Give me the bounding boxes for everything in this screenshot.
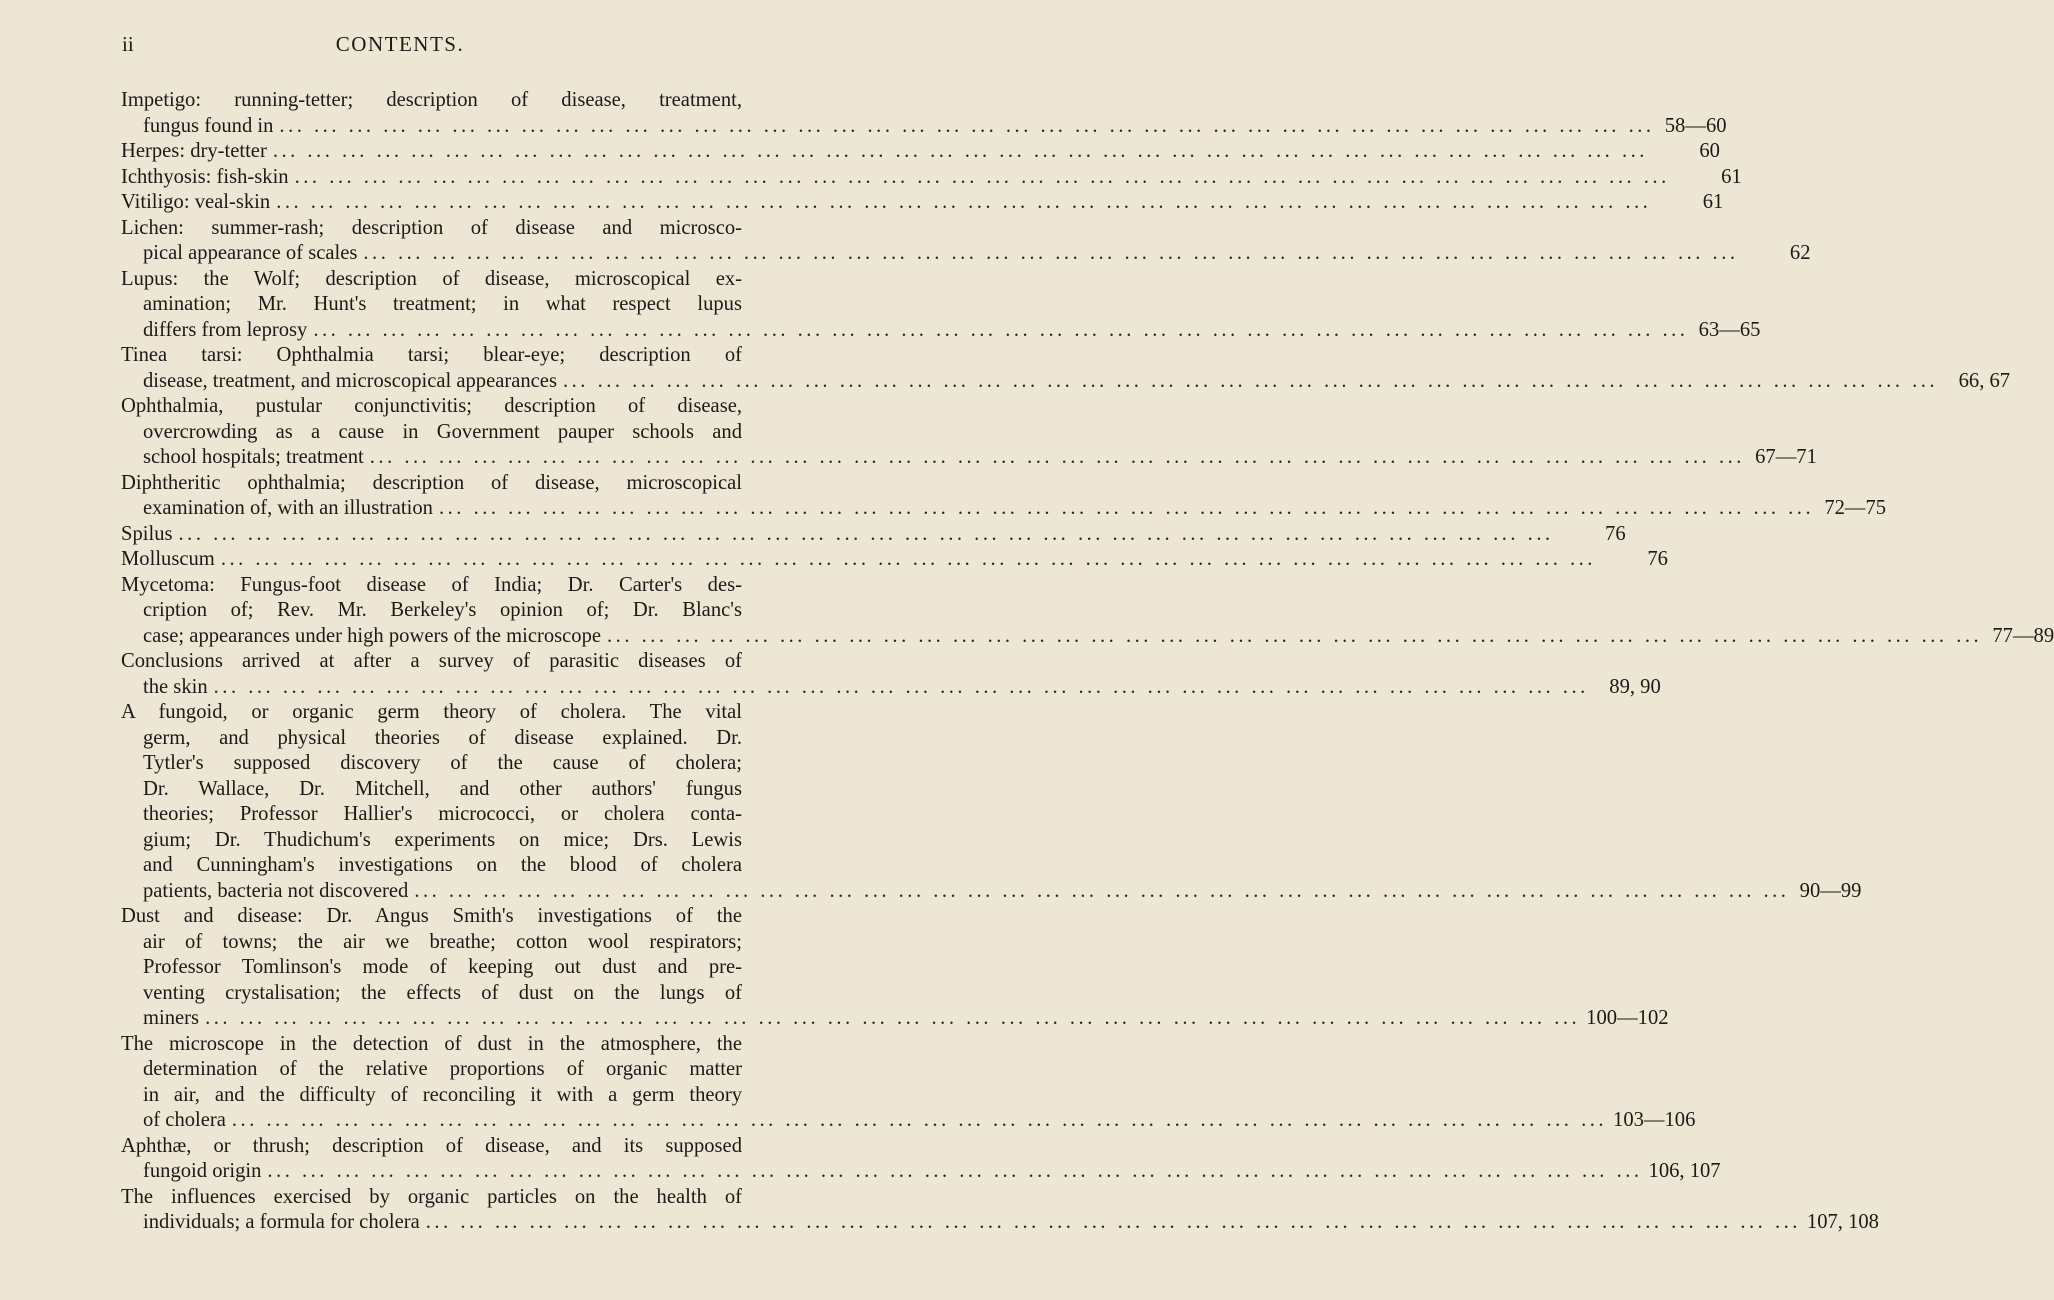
entry-text-line: The microscope in the detection of dust in the atmosphere, the bbox=[121, 1032, 742, 1055]
entry-text-line: disease, treatment, and microscopical appearances bbox=[143, 369, 557, 392]
running-head-title: CONTENTS. bbox=[335, 32, 465, 56]
page-reference: 61 bbox=[1721, 165, 1742, 188]
page-reference: 66, 67 bbox=[1958, 369, 2011, 392]
page-reference: 61 bbox=[1702, 191, 1724, 213]
entry-final-line bbox=[121, 522, 1626, 548]
dot-leader: ... ... ... ... ... ... ... ... ... ... ... ... ... ... ... ... ... ... ... ... ... ... ... ... ... ... ... ... ... ... ... ... ... ... ... ... ... ... ... ... bbox=[414, 879, 1790, 902]
entry-text-line: school hospitals; treatment bbox=[143, 446, 364, 468]
contents-entry bbox=[121, 649, 1661, 700]
entry-text-line: amination; Mr. Hunt's treatment; in what respect lupus bbox=[143, 293, 742, 315]
entry-text-line: determination of the relative proportions of organic matter bbox=[143, 1058, 742, 1080]
entry-text-line: case; appearances under high powers of the microscope bbox=[143, 624, 602, 647]
entry-final-line bbox=[121, 1210, 1879, 1236]
page-reference: 76 bbox=[1605, 522, 1626, 545]
entry-final-line bbox=[121, 241, 1811, 267]
entry-text-line: of cholera bbox=[143, 1109, 226, 1131]
contents-entry bbox=[121, 343, 2011, 394]
entry-final-line bbox=[121, 114, 1727, 140]
dot-leader: ... ... ... ... ... ... ... ... ... ... ... ... ... ... ... ... ... ... ... ... ... ... ... ... ... ... ... ... ... ... ... ... ... ... ... ... ... ... ... ... bbox=[178, 522, 1554, 545]
page-reference: 76 bbox=[1647, 548, 1668, 570]
page-reference: 62 bbox=[1789, 242, 1811, 264]
contents-entry bbox=[121, 165, 1742, 191]
entry-text-line: Mycetoma: Fungus-foot disease of India; Dr. Carter's des- bbox=[121, 573, 742, 596]
page-number: ii bbox=[122, 32, 134, 56]
entry-text-line: fungoid origin bbox=[143, 1160, 262, 1182]
page-reference: 107, 108 bbox=[1806, 1211, 1879, 1233]
dot-leader: ... ... ... ... ... ... ... ... ... ... ... ... ... ... ... ... ... ... ... ... ... ... ... ... ... ... ... ... ... ... ... ... ... ... ... ... ... ... ... ... bbox=[294, 165, 1670, 188]
dot-leader: ... ... ... ... ... ... ... ... ... ... ... ... ... ... ... ... ... ... ... ... ... ... ... ... ... ... ... ... ... ... ... ... ... ... ... ... ... ... ... ... bbox=[205, 1007, 1581, 1029]
page-reference: 100—102 bbox=[1586, 1007, 1669, 1029]
contents-entry bbox=[121, 904, 1669, 1032]
dot-leader: ... ... ... ... ... ... ... ... ... ... ... ... ... ... ... ... ... ... ... ... ... ... ... ... ... ... ... ... ... ... ... ... ... ... ... ... ... ... ... ... bbox=[267, 1160, 1643, 1182]
page-reference: 60 bbox=[1699, 140, 1720, 162]
entry-final-line bbox=[121, 190, 1724, 216]
contents-list bbox=[121, 88, 2054, 1236]
dot-leader: ... ... ... ... ... ... ... ... ... ... ... ... ... ... ... ... ... ... ... ... ... ... ... ... ... ... ... ... ... ... ... ... ... ... ... ... ... ... ... ... bbox=[279, 114, 1655, 137]
dot-leader: ... ... ... ... ... ... ... ... ... ... ... ... ... ... ... ... ... ... ... ... ... ... ... ... ... ... ... ... ... ... ... ... ... ... ... ... ... ... ... ... bbox=[276, 191, 1652, 213]
page-reference: 103—106 bbox=[1613, 1109, 1696, 1131]
page-reference: 67—71 bbox=[1755, 446, 1817, 468]
entry-text-line: Conclusions arrived at after a survey of parasitic diseases of bbox=[121, 650, 742, 672]
entry-text-line: patients, bacteria not discovered bbox=[143, 879, 409, 902]
entry-text-line: differs from leprosy bbox=[143, 318, 308, 341]
entry-final-line bbox=[121, 445, 1817, 471]
entry-text-line: Diphtheritic ophthalmia; description of disease, microscopical bbox=[121, 471, 742, 494]
contents-entry bbox=[121, 190, 1724, 216]
entry-text-line: Herpes: dry-tetter bbox=[121, 140, 267, 162]
dot-leader: ... ... ... ... ... ... ... ... ... ... ... ... ... ... ... ... ... ... ... ... ... ... ... ... ... ... ... ... ... ... ... ... ... ... ... ... ... ... ... ... bbox=[425, 1211, 1801, 1233]
dot-leader: ... ... ... ... ... ... ... ... ... ... ... ... ... ... ... ... ... ... ... ... ... ... ... ... ... ... ... ... ... ... ... ... ... ... ... ... ... ... ... ... bbox=[369, 446, 1745, 468]
dot-leader: ... ... ... ... ... ... ... ... ... ... ... ... ... ... ... ... ... ... ... ... ... ... ... ... ... ... ... ... ... ... ... ... ... ... ... ... ... ... ... ... bbox=[313, 318, 1689, 341]
entry-text-line: in air, and the difficulty of reconciling it with a germ theory bbox=[143, 1083, 742, 1106]
dot-leader: ... ... ... ... ... ... ... ... ... ... ... ... ... ... ... ... ... ... ... ... ... ... ... ... ... ... ... ... ... ... ... ... ... ... ... ... ... ... ... ... bbox=[438, 497, 1815, 519]
contents-entry bbox=[121, 700, 1862, 904]
contents-entry bbox=[121, 88, 1727, 139]
dot-leader: ... ... ... ... ... ... ... ... ... ... ... ... ... ... ... ... ... ... ... ... ... ... ... ... ... ... ... ... ... ... ... ... ... ... ... ... ... ... ... ... bbox=[562, 369, 1939, 392]
entry-text-line: Tytler's supposed discovery of the cause of cholera; bbox=[143, 752, 742, 774]
contents-entry bbox=[121, 267, 1761, 344]
entry-text-line: Dr. Wallace, Dr. Mitchell, and other authors' fungus bbox=[143, 777, 742, 800]
contents-entry bbox=[121, 1185, 1879, 1236]
entry-final-line bbox=[121, 1108, 1696, 1134]
entry-text-line: A fungoid, or organic germ theory of cholera. The vital bbox=[121, 701, 742, 723]
dot-leader: ... ... ... ... ... ... ... ... ... ... ... ... ... ... ... ... ... ... ... ... ... ... ... ... ... ... ... ... ... ... ... ... ... ... ... ... ... ... ... ... bbox=[607, 624, 1983, 647]
entry-text-line: venting crystalisation; the effects of dust on the lungs of bbox=[143, 981, 742, 1004]
entry-final-line bbox=[121, 547, 1668, 573]
entry-text-line: and Cunningham's investigations on the blood of cholera bbox=[143, 854, 742, 876]
entry-text-line: Lupus: the Wolf; description of disease, microscopical ex- bbox=[121, 267, 742, 290]
entry-final-line bbox=[121, 496, 1887, 522]
entry-text-line: Professor Tomlinson's mode of keeping out dust and pre- bbox=[143, 956, 742, 978]
contents-entry bbox=[121, 547, 1668, 573]
entry-text-line: examination of, with an illustration bbox=[143, 497, 433, 519]
entry-text-line: miners bbox=[143, 1007, 200, 1029]
page-reference: 89, 90 bbox=[1609, 675, 1661, 698]
entry-final-line bbox=[121, 1159, 1721, 1185]
entry-text-line: Impetigo: running-tetter; description of disease, treatment, bbox=[121, 89, 742, 111]
page-reference: 58—60 bbox=[1664, 114, 1727, 137]
entry-text-line: Dust and disease: Dr. Angus Smith's investigations of the bbox=[121, 905, 742, 927]
entry-text-line: pical appearance of scales bbox=[143, 242, 358, 264]
entry-text-line: Lichen: summer-rash; description of disease and microsco- bbox=[121, 216, 742, 239]
entry-final-line bbox=[121, 879, 1862, 905]
entry-text-line: Tinea tarsi: Ophthalmia tarsi; blear-eye; description of bbox=[121, 344, 742, 366]
entry-text-line: The influences exercised by organic particles on the health of bbox=[121, 1185, 742, 1208]
entry-final-line bbox=[121, 139, 1720, 165]
contents-entry bbox=[121, 522, 1626, 548]
page-reference: 63—65 bbox=[1698, 318, 1761, 341]
entry-text-line: Vitiligo: veal-skin bbox=[121, 191, 271, 213]
dot-leader: ... ... ... ... ... ... ... ... ... ... ... ... ... ... ... ... ... ... ... ... ... ... ... ... ... ... ... ... ... ... ... ... ... ... ... ... ... ... ... ... bbox=[231, 1109, 1608, 1131]
entry-final-line bbox=[121, 675, 1661, 701]
entry-text-line: germ, and physical theories of disease explained. Dr. bbox=[143, 726, 742, 749]
entry-final-line bbox=[121, 1006, 1669, 1032]
entry-text-line: cription of; Rev. Mr. Berkeley's opinion of; Dr. Blanc's bbox=[143, 599, 742, 621]
page-reference: 77—89 bbox=[1992, 624, 2054, 647]
entry-text-line: overcrowding as a cause in Government pauper schools and bbox=[143, 420, 742, 443]
contents-entry bbox=[121, 1134, 1721, 1185]
contents-entry bbox=[121, 139, 1720, 165]
contents-entry bbox=[121, 394, 1817, 471]
entry-text-line: theories; Professor Hallier's micrococci, or cholera conta- bbox=[143, 803, 742, 825]
entry-final-line bbox=[121, 369, 2011, 395]
entry-text-line: the skin bbox=[143, 675, 208, 698]
contents-entry bbox=[121, 471, 1887, 522]
entry-final-line bbox=[121, 165, 1742, 191]
dot-leader: ... ... ... ... ... ... ... ... ... ... ... ... ... ... ... ... ... ... ... ... ... ... ... ... ... ... ... ... ... ... ... ... ... ... ... ... ... ... ... ... bbox=[272, 140, 1648, 162]
page-reference: 106, 107 bbox=[1648, 1160, 1721, 1182]
page-reference: 90—99 bbox=[1799, 879, 1862, 902]
entry-text-line: Ichthyosis: fish-skin bbox=[121, 165, 289, 188]
contents-entry bbox=[121, 573, 2054, 650]
contents-entry bbox=[121, 216, 1811, 267]
entry-text-line: fungus found in bbox=[143, 114, 274, 137]
entry-text-line: Molluscum bbox=[121, 548, 215, 570]
entry-final-line bbox=[121, 318, 1761, 344]
contents-entry bbox=[121, 1032, 1696, 1134]
entry-text-line: Spilus bbox=[121, 522, 173, 545]
dot-leader: ... ... ... ... ... ... ... ... ... ... ... ... ... ... ... ... ... ... ... ... ... ... ... ... ... ... ... ... ... ... ... ... ... ... ... ... ... ... ... ... bbox=[220, 548, 1596, 570]
entry-text-line: air of towns; the air we breathe; cotton wool respirators; bbox=[143, 930, 742, 953]
dot-leader: ... ... ... ... ... ... ... ... ... ... ... ... ... ... ... ... ... ... ... ... ... ... ... ... ... ... ... ... ... ... ... ... ... ... ... ... ... ... ... ... bbox=[213, 675, 1589, 698]
page-reference: 72—75 bbox=[1824, 497, 1887, 519]
entry-text-line: Ophthalmia, pustular conjunctivitis; description of disease, bbox=[121, 395, 742, 417]
entry-final-line bbox=[121, 624, 2054, 650]
entry-text-line: gium; Dr. Thudichum's experiments on mice; Drs. Lewis bbox=[143, 828, 742, 851]
dot-leader: ... ... ... ... ... ... ... ... ... ... ... ... ... ... ... ... ... ... ... ... ... ... ... ... ... ... ... ... ... ... ... ... ... ... ... ... ... ... ... ... bbox=[363, 242, 1739, 264]
entry-text-line: Aphthæ, or thrush; description of disease, and its supposed bbox=[121, 1134, 742, 1157]
entry-text-line: individuals; a formula for cholera bbox=[143, 1211, 420, 1233]
